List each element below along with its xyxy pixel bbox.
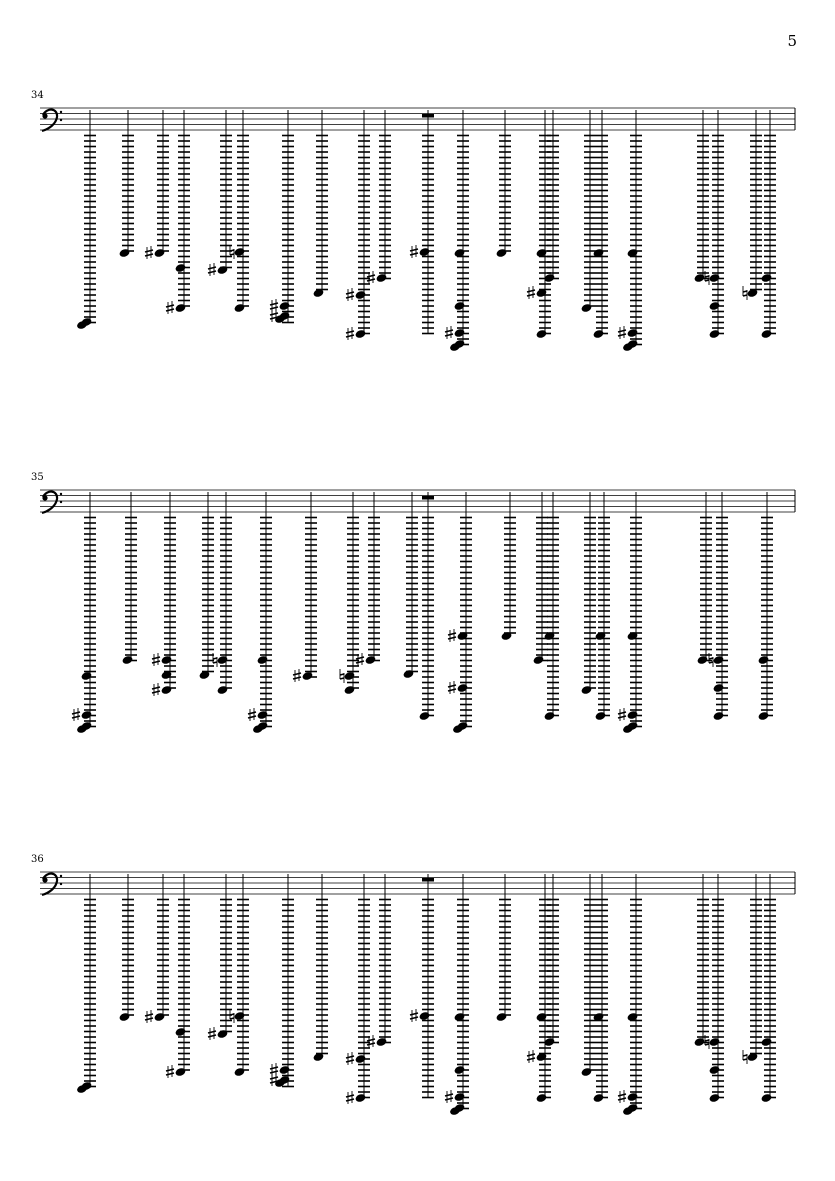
natural-icon [340, 669, 344, 683]
note-head [761, 1037, 773, 1047]
note-head [419, 711, 431, 721]
note-column [581, 110, 596, 313]
note-column [581, 492, 596, 695]
note-column [76, 110, 96, 330]
note-head [454, 328, 466, 338]
note-head [234, 1011, 246, 1021]
note-column [694, 110, 709, 283]
sharp-icon [618, 1090, 626, 1103]
note-head [709, 273, 721, 283]
sharp-icon [208, 1027, 216, 1040]
note-head [454, 1065, 466, 1075]
bass-clef-icon [42, 492, 62, 513]
note-head [581, 1067, 593, 1077]
note-head [544, 711, 556, 721]
note-head [419, 1011, 431, 1021]
note-head [376, 1037, 388, 1047]
note-head [154, 248, 166, 258]
note-head [627, 1092, 639, 1102]
note-head [758, 655, 770, 665]
note-head [419, 247, 431, 257]
note-column [496, 110, 511, 258]
sharp-icon [527, 286, 535, 299]
natural-icon [743, 1050, 747, 1064]
system-1 [40, 108, 795, 352]
note-head [175, 263, 187, 273]
note-head [175, 1027, 187, 1037]
note-head [627, 710, 639, 720]
note-column [248, 492, 272, 734]
note-head [496, 1012, 508, 1022]
note-head [81, 710, 93, 720]
bass-clef-icon [42, 874, 62, 895]
note-column [581, 874, 596, 1077]
note-head [257, 655, 269, 665]
note-head [761, 273, 773, 283]
note-head [761, 329, 773, 339]
note-column [208, 874, 232, 1040]
note-head [581, 685, 593, 695]
note-column [346, 874, 370, 1104]
rest-icon [422, 114, 434, 118]
note-column [761, 110, 776, 339]
note-column [527, 874, 551, 1103]
note-head [581, 303, 593, 313]
note-head [536, 329, 548, 339]
note-column [199, 492, 214, 680]
note-head [533, 655, 545, 665]
note-column [410, 110, 434, 334]
sharp-icon [445, 326, 453, 339]
measure-number-36: 36 [31, 854, 44, 865]
note-column [213, 492, 232, 695]
sharp-icon [166, 1065, 174, 1078]
sharp-icon [293, 669, 301, 682]
note-head [454, 1092, 466, 1102]
note-head [344, 671, 356, 681]
note-head [694, 273, 706, 283]
sharp-icon [346, 1052, 354, 1065]
note-head [376, 273, 388, 283]
note-head [344, 685, 356, 695]
note-column [501, 492, 516, 641]
sharp-icon [410, 245, 418, 258]
sharp-icon [152, 683, 160, 696]
note-column [293, 492, 317, 682]
note-head [217, 685, 229, 695]
note-column [367, 110, 391, 284]
note-head [595, 711, 607, 721]
note-column [618, 492, 642, 734]
note-head [119, 248, 131, 258]
note-column [445, 110, 469, 352]
sharp-icon [208, 263, 216, 276]
note-column [445, 874, 469, 1116]
note-column [152, 492, 176, 696]
note-column [743, 874, 762, 1064]
note-head [355, 1093, 367, 1103]
note-column [403, 492, 418, 679]
note-head [122, 655, 134, 665]
note-head [175, 303, 187, 313]
note-column [705, 874, 724, 1103]
note-column [527, 110, 551, 339]
sharp-icon [346, 288, 354, 301]
note-head [81, 671, 93, 681]
note-head [758, 711, 770, 721]
note-column [761, 874, 776, 1103]
measure-number-34: 34 [31, 90, 44, 101]
sharp-icon [448, 629, 456, 642]
sharp-icon [410, 1009, 418, 1022]
note-head [709, 1065, 721, 1075]
note-column [618, 874, 642, 1116]
measure-number-35: 35 [31, 472, 44, 483]
note-column [694, 874, 709, 1047]
page-number: 5 [787, 32, 797, 50]
note-column [496, 874, 511, 1022]
note-column [145, 874, 169, 1023]
note-column [410, 874, 434, 1098]
note-head [627, 328, 639, 338]
note-column [72, 492, 96, 734]
note-head [496, 248, 508, 258]
note-head [365, 655, 377, 665]
natural-icon [743, 286, 747, 300]
sharp-icon [248, 708, 256, 721]
note-column [119, 874, 134, 1022]
sharp-icon [527, 1050, 535, 1063]
sharp-icon [618, 326, 626, 339]
note-column [166, 110, 190, 314]
note-column [697, 492, 712, 665]
sharp-icon [346, 327, 354, 340]
note-head [217, 1029, 229, 1039]
note-head [119, 1012, 131, 1022]
note-head [234, 247, 246, 257]
note-column [122, 492, 137, 665]
note-column [593, 110, 608, 339]
note-head [161, 685, 173, 695]
note-column [595, 492, 610, 721]
rest-icon [422, 496, 434, 500]
note-head [355, 329, 367, 339]
note-head [355, 290, 367, 300]
note-head [593, 1093, 605, 1103]
note-column [340, 492, 359, 695]
note-column [230, 874, 249, 1077]
note-column [270, 874, 294, 1088]
note-column [618, 110, 642, 352]
note-column [145, 110, 169, 259]
note-head [709, 1037, 721, 1047]
note-column [448, 492, 472, 734]
note-column [743, 110, 762, 300]
note-head [234, 1067, 246, 1077]
note-column [593, 874, 608, 1103]
note-head [217, 655, 229, 665]
note-head [161, 655, 173, 665]
note-column [76, 874, 96, 1094]
note-head [709, 329, 721, 339]
sharp-icon [618, 708, 626, 721]
sharp-icon [145, 246, 153, 259]
note-column [346, 110, 370, 340]
note-column [356, 492, 380, 666]
note-column [544, 492, 559, 721]
sharp-icon [270, 299, 278, 312]
note-head [454, 301, 466, 311]
note-head [217, 265, 229, 275]
bass-clef-icon [42, 110, 62, 131]
note-head [593, 329, 605, 339]
sharp-icon [346, 1091, 354, 1104]
note-head [234, 303, 246, 313]
note-column [313, 110, 328, 298]
system-2 [40, 490, 795, 734]
sharp-icon [270, 1063, 278, 1076]
note-column [705, 110, 724, 339]
note-head [709, 1093, 721, 1103]
note-column [208, 110, 232, 276]
note-column [533, 492, 548, 665]
sharp-icon [72, 708, 80, 721]
note-head [697, 655, 709, 665]
note-column [367, 874, 391, 1048]
note-head [302, 671, 314, 681]
note-column [419, 492, 434, 721]
note-column [709, 492, 728, 721]
note-head [709, 301, 721, 311]
note-head [713, 683, 725, 693]
note-head [694, 1037, 706, 1047]
note-head [355, 1054, 367, 1064]
note-column [758, 492, 773, 721]
note-head [536, 1093, 548, 1103]
note-column [119, 110, 134, 258]
note-head [713, 655, 725, 665]
sharp-icon [445, 1090, 453, 1103]
sharp-icon [448, 681, 456, 694]
note-head [257, 710, 269, 720]
sharp-icon [152, 653, 160, 666]
note-head [279, 1065, 291, 1075]
note-head [154, 1012, 166, 1022]
note-head [457, 683, 469, 693]
rest-icon [422, 878, 434, 882]
sharp-icon [166, 301, 174, 314]
note-head [279, 301, 291, 311]
note-head [713, 711, 725, 721]
note-column [166, 874, 190, 1078]
note-column [270, 110, 294, 324]
note-head [761, 1093, 773, 1103]
note-head [403, 669, 415, 679]
note-column [313, 874, 328, 1062]
sharp-icon [145, 1010, 153, 1023]
system-3 [40, 872, 795, 1116]
note-column [230, 110, 249, 313]
note-head [175, 1067, 187, 1077]
